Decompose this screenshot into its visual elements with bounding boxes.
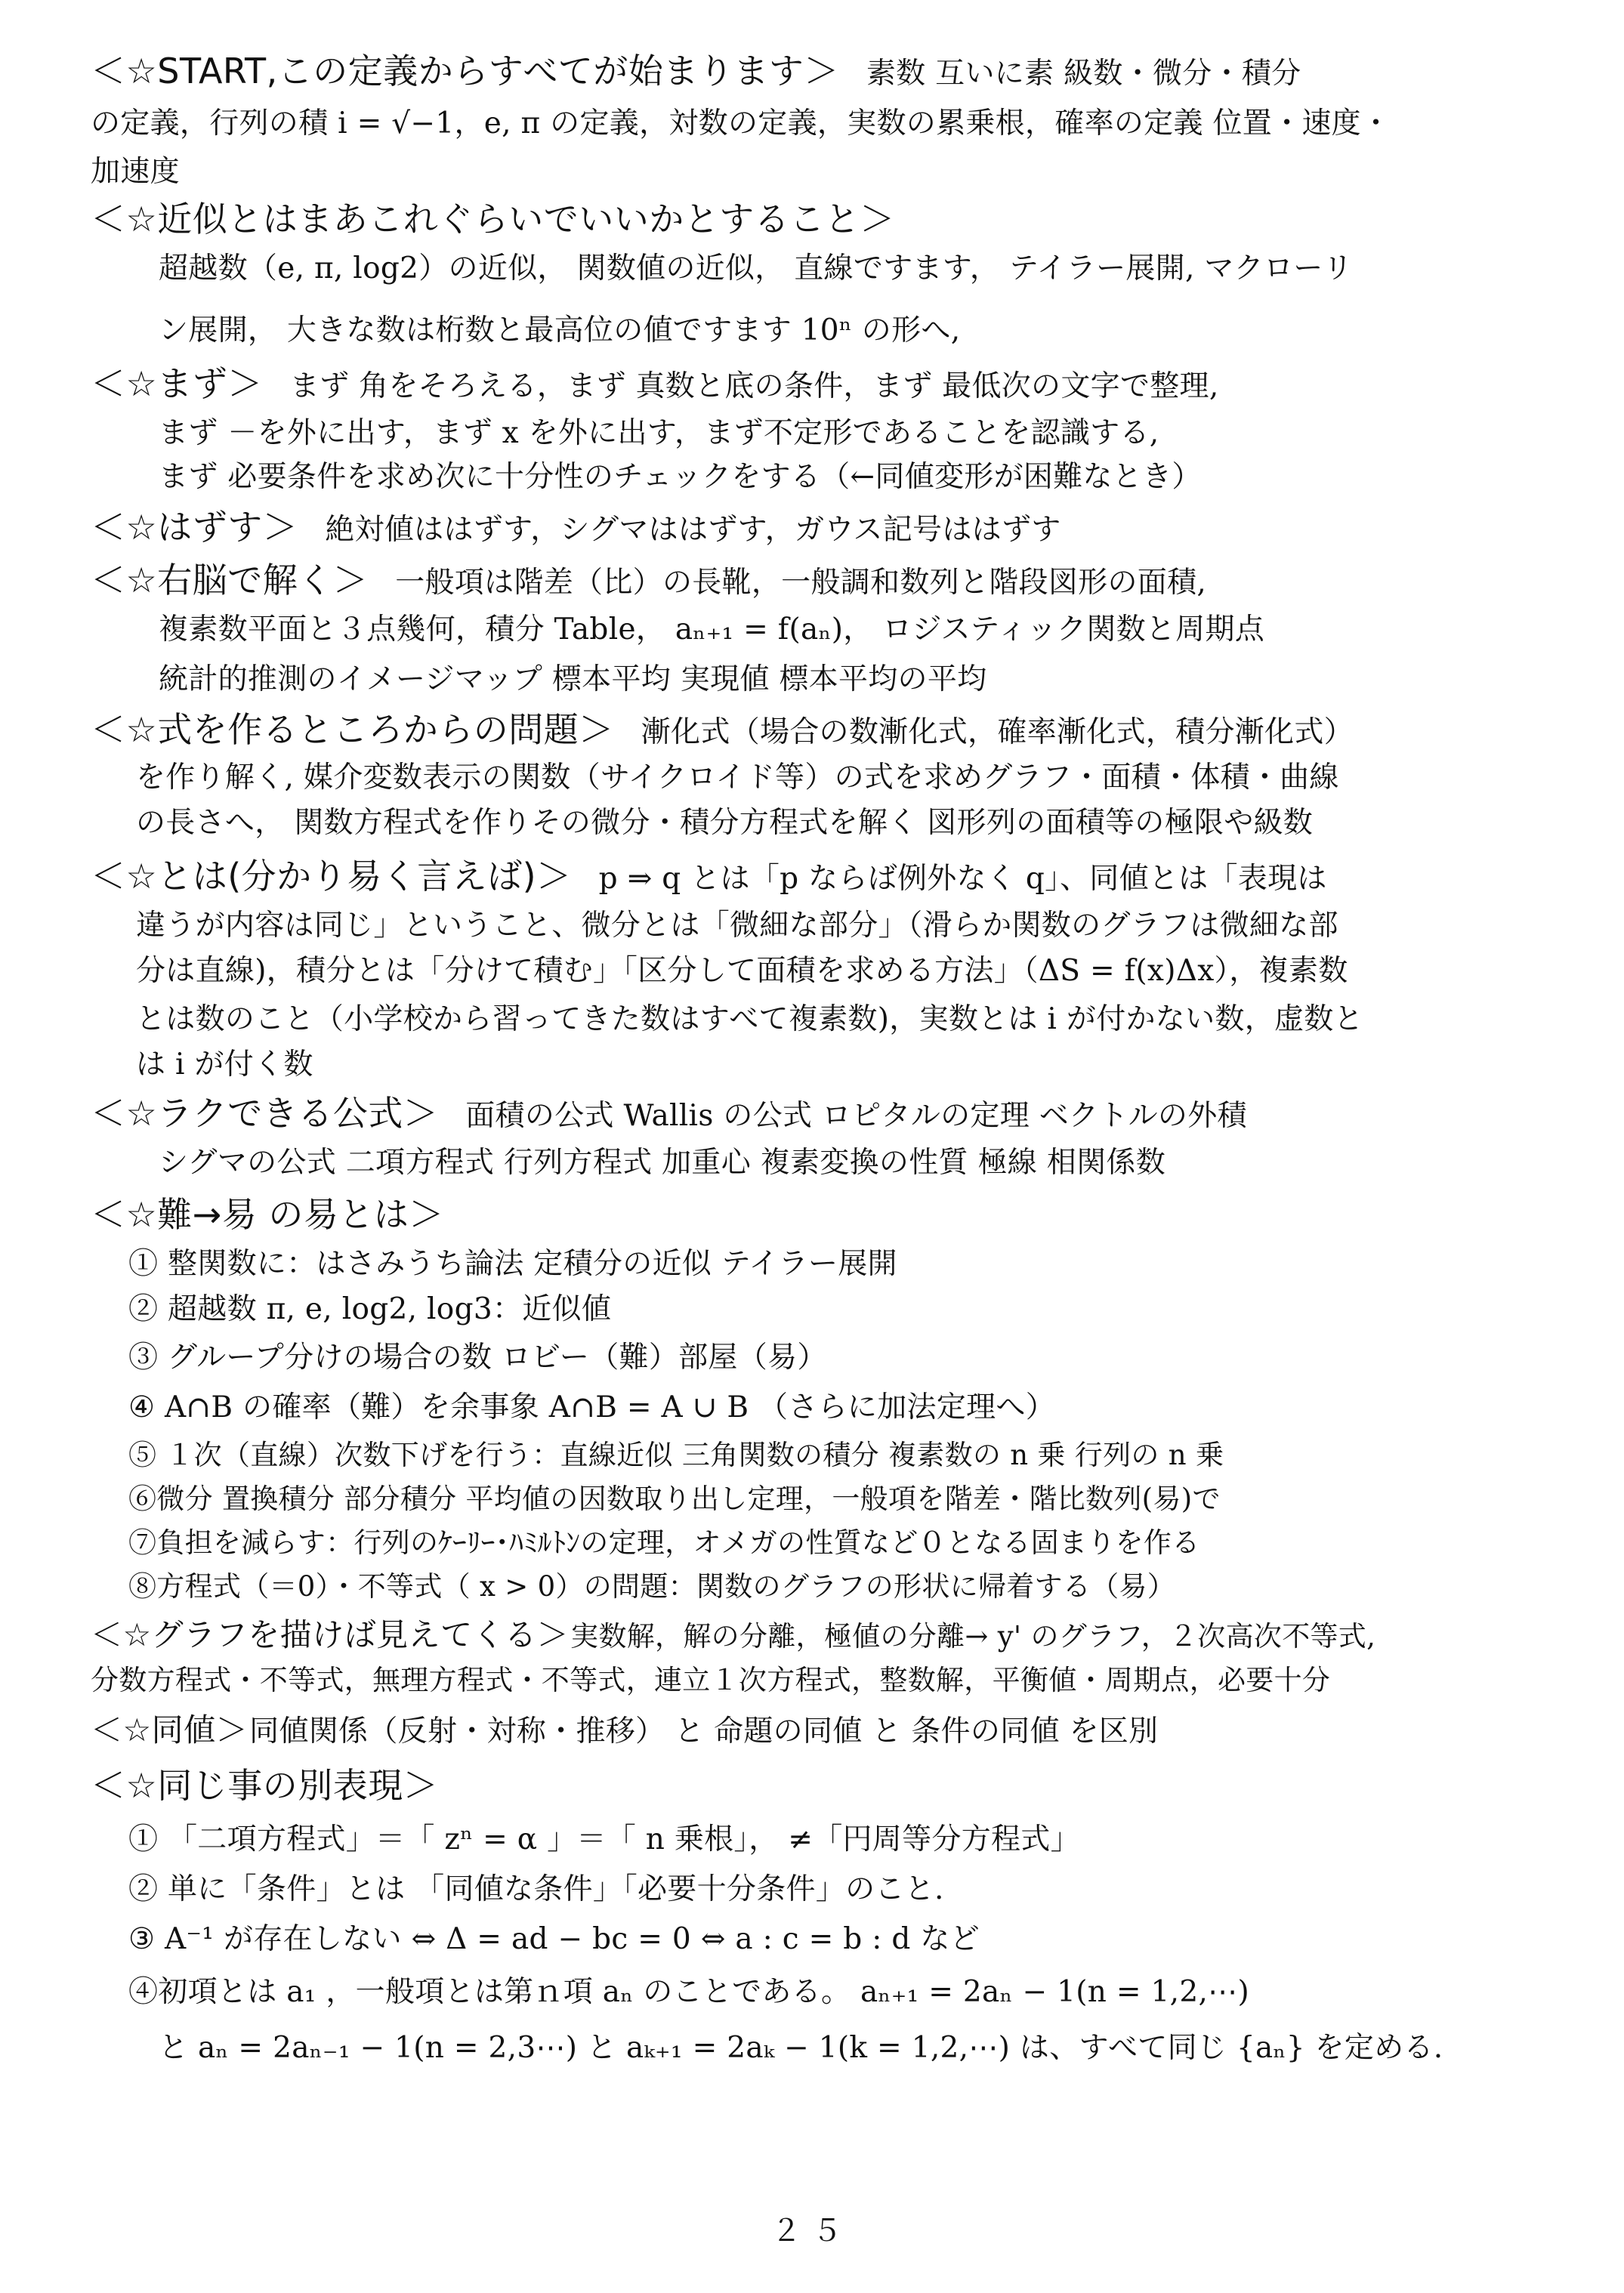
section-graph xyxy=(91,1610,1564,1657)
section-heading: ＜☆式を作るところからの問題＞ xyxy=(91,709,614,750)
list-item xyxy=(91,1334,1564,1384)
list-item-text: ③ A⁻¹ が存在しない ⇔ Δ = ad − bc = 0 ⇔ a : c = b : d など xyxy=(128,1922,980,1956)
section-right-brain xyxy=(91,553,1564,606)
section-text: 加速度 xyxy=(91,155,180,189)
text-line xyxy=(91,409,1564,453)
section-first xyxy=(91,356,1564,409)
text-line xyxy=(91,606,1564,656)
text-line xyxy=(91,656,1564,702)
section-heading: ＜☆START,この定義からすべてが始まります＞ xyxy=(91,51,839,91)
text-line xyxy=(91,995,1564,1041)
list-item-text: ③ グループ分けの場合の数 ロビー（難）部屋（易） xyxy=(128,1341,827,1375)
section-text: p ⇒ q とは「p ならば例外なく q」、同値とは「表現は xyxy=(598,862,1327,896)
section-remove xyxy=(91,500,1564,553)
text-line xyxy=(91,453,1564,500)
list-item-text: ② 超越数 π, e, log2, log3：近似値 xyxy=(128,1292,612,1326)
section-heading: ＜☆はずす＞ xyxy=(91,507,298,548)
list-item-text: ⑧方程式（＝0）・不等式（ x > 0）の問題：関数のグラフの形状に帰着する（易） xyxy=(128,1570,1176,1603)
section-text: 超越数（e, π, log2）の近似， 関数値の近似， 直線ですます， テイラー展開, マクローリ xyxy=(159,252,1353,285)
text-line xyxy=(91,947,1564,995)
section-heading: ＜☆右脳で解く＞ xyxy=(91,560,369,600)
list-item xyxy=(91,1384,1564,1432)
section-easy-formulas xyxy=(91,1086,1564,1139)
section-meaning xyxy=(91,849,1564,902)
section-heading: ＜☆難→易 の易とは＞ xyxy=(91,1194,444,1235)
section-start xyxy=(91,44,1564,100)
section-making-formula xyxy=(91,702,1564,754)
list-item xyxy=(91,1520,1564,1563)
list-item xyxy=(91,1240,1564,1285)
text-line xyxy=(91,1041,1564,1086)
section-text: 素数 互いに素 級数・微分・積分 xyxy=(866,57,1301,91)
text-line xyxy=(91,754,1564,799)
list-item-text: と aₙ = 2aₙ₋₁ − 1(n = 2,3⋯) と aₖ₊₁ = 2aₖ − 1(k = 1,2,⋯) は、すべて同じ {aₙ} を定める. xyxy=(159,2031,1443,2065)
list-item-text: ② 単に「条件」とは 「同値な条件」「必要十分条件」のこと. xyxy=(128,1872,944,1906)
list-item xyxy=(91,1563,1564,1610)
section-text: の長さへ， 関数方程式を作りその微分・積分方程式を解く 図形列の面積等の極限や級数 xyxy=(136,806,1314,840)
section-text: 面積の公式 Wallis の公式 ロピタルの定理 ベクトルの外積 xyxy=(465,1099,1247,1133)
section-text: 違うが内容は同じ」ということ、微分とは「微細な部分」（滑らか関数のグラフは微細な部 xyxy=(136,909,1338,943)
list-item-text: ① 「二項方程式」＝「 zⁿ = α 」＝「 n 乗根」， ≠「円周等分方程式」 xyxy=(128,1822,1080,1856)
list-item xyxy=(91,1816,1564,1866)
section-text: 絶対値ははずす，シグマははずす，ガウス記号ははずす xyxy=(325,513,1061,547)
section-text: まず 必要条件を求め次に十分性のチェックをする（←同値変形が困難なとき） xyxy=(159,460,1202,494)
list-item xyxy=(91,1285,1564,1334)
document-page xyxy=(91,44,1564,2077)
section-text: ン展開， 大きな数は桁数と最高位の値ですます 10ⁿ の形へ, xyxy=(159,313,961,347)
section-heading: ＜☆まず＞ xyxy=(91,363,263,404)
section-text: 同値関係（反射・対称・推移） と 命題の同値 と 条件の同値 を区別 xyxy=(249,1714,1159,1748)
text-line xyxy=(91,1139,1564,1187)
text-line xyxy=(91,307,1564,356)
section-hard-to-easy xyxy=(91,1187,1564,1240)
text-line xyxy=(91,1657,1564,1705)
section-equivalence xyxy=(91,1705,1564,1758)
list-item-text: ⑤ １次（直線）次数下げを行う：直線近似 三角関数の積分 複素数の n 乗 行列の n 乗 xyxy=(128,1439,1224,1471)
section-text: まず －を外に出す，まず x を外に出す，まず不定形であることを認識する, xyxy=(159,416,1159,450)
list-item xyxy=(91,1915,1564,1968)
list-item-text: ⑦負担を減らす：行列のｹｰﾘｰ･ﾊﾐﾙﾄﾝの定理，オメガの性質など０となる固まりを作る xyxy=(128,1526,1200,1559)
text-line xyxy=(91,902,1564,947)
list-item xyxy=(91,2024,1564,2077)
section-heading: ＜☆グラフを描けば見えてくる＞ xyxy=(91,1616,570,1653)
list-item-text: ④ A∩B の確率（難）を余事象 A∩B = A ∪ B （さらに加法定理へ） xyxy=(128,1390,1056,1424)
text-line xyxy=(91,799,1564,849)
section-text: 統計的推測のイメージマップ 標本平均 実現値 標本平均の平均 xyxy=(159,662,987,696)
section-text: 複素数平面と３点幾何，積分 Table， aₙ₊₁ = f(aₙ)， ロジスティック関数と周期点 xyxy=(159,613,1265,647)
list-item-text: ⑥微分 置換積分 部分積分 平均値の因数取り出し定理，一般項を階差・階比数列(易)で xyxy=(128,1483,1221,1515)
list-item-text: ④初項とは a₁ ，一般項とは第ｎ項 aₙ のことである。 aₙ₊₁ = 2aₙ − 1(n = 1,2,⋯) xyxy=(128,1975,1249,2009)
section-text: は i が付く数 xyxy=(136,1048,313,1082)
section-text: の定義，行列の積 i = √−1，e, π の定義，対数の定義，実数の累乗根，確率の定義 位置・速度・ xyxy=(91,106,1391,140)
section-text: 分数方程式・不等式，無理方程式・不等式，連立１次方程式，整数解，平衡値・周期点，必要十分 xyxy=(91,1664,1331,1696)
section-heading: ＜☆同じ事の別表現＞ xyxy=(91,1765,439,1806)
list-item xyxy=(91,1476,1564,1520)
text-line xyxy=(91,100,1564,148)
section-text: 分は直線)，積分とは「分けて積む」「区分して面積を求める方法」（ΔS = f(x)Δx），複素数 xyxy=(136,954,1348,988)
section-heading: ＜☆同値＞ xyxy=(91,1711,249,1748)
section-text: 実数解，解の分離，極値の分離→ y' のグラフ，２次高次不等式, xyxy=(570,1620,1376,1653)
section-text: まず 角をそろえる，まず 真数と底の条件，まず 最低次の文字で整理, xyxy=(289,369,1219,403)
section-heading: ＜☆とは(分かり易く言えば)＞ xyxy=(91,856,572,897)
section-approximation xyxy=(91,192,1564,245)
text-line xyxy=(91,245,1564,307)
section-heading: ＜☆近似とはまあこれぐらいでいいかとすること＞ xyxy=(91,199,895,239)
list-item xyxy=(91,1968,1564,2024)
list-item-text: ① 整関数に：はさみうち論法 定積分の近似 テイラー展開 xyxy=(128,1247,897,1281)
section-text: 漸化式（場合の数漸化式，確率漸化式，積分漸化式） xyxy=(641,715,1354,749)
list-item xyxy=(91,1432,1564,1476)
section-text: とは数のこと（小学校から習ってきた数はすべて複素数)，実数とは i が付かない数，虚数と xyxy=(136,1002,1363,1036)
section-text: 一般項は階差（比）の長靴，一般調和数列と階段図形の面積, xyxy=(395,566,1207,600)
section-heading: ＜☆ラクできる公式＞ xyxy=(91,1093,439,1134)
list-item xyxy=(91,1866,1564,1915)
section-text: シグマの公式 二項方程式 行列方程式 加重心 複素変換の性質 極線 相関係数 xyxy=(159,1146,1166,1180)
section-other-expression xyxy=(91,1758,1564,1816)
text-line xyxy=(91,148,1564,192)
section-text: を作り解く, 媒介変数表示の関数（サイクロイド等）の式を求めグラフ・面積・体積・曲線 xyxy=(136,761,1339,795)
page-number: ２５ xyxy=(771,2214,853,2248)
